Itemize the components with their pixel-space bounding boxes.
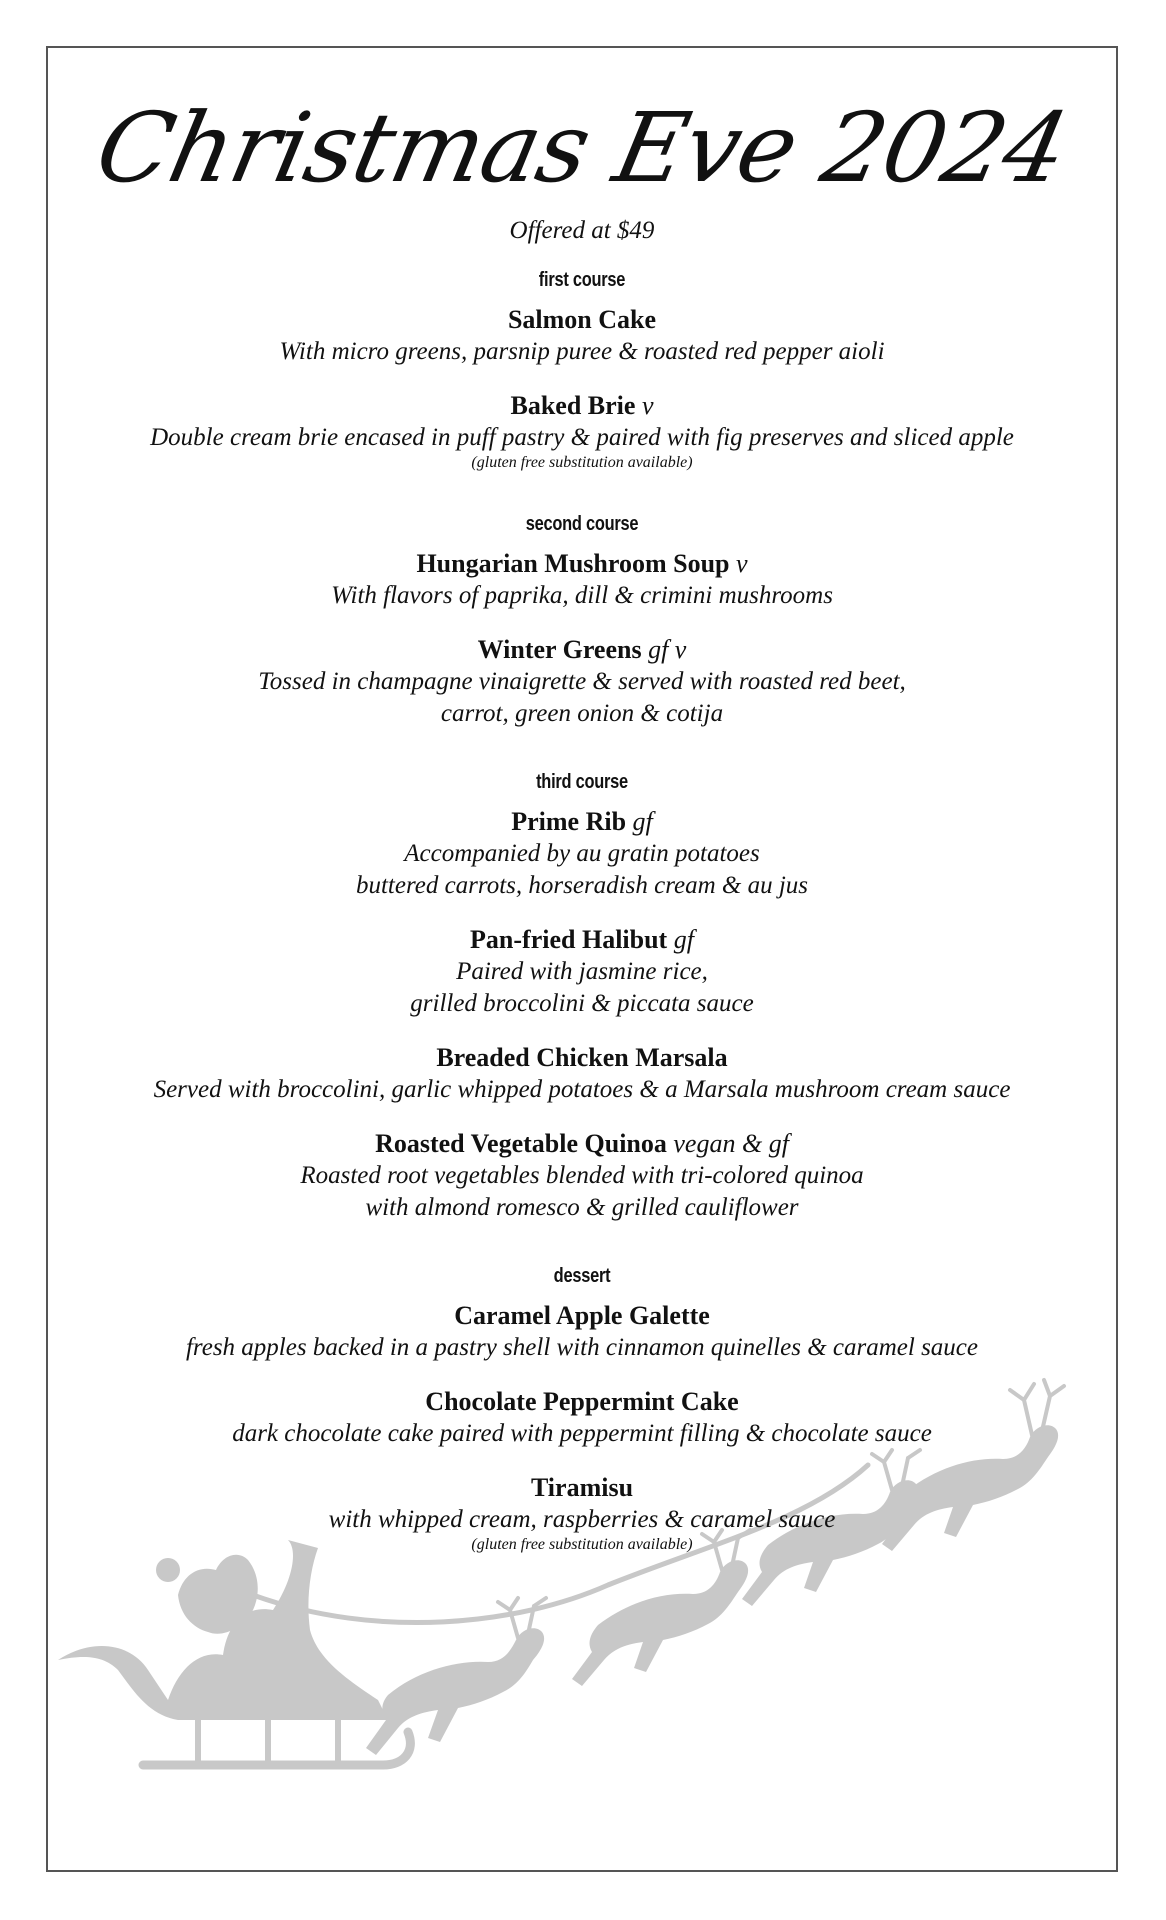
item-description: With micro greens, parsnip puree & roasted red pepper aioli	[279, 338, 885, 365]
item-description: Tossed in champagne vinaigrette & served with roasted red beet,	[258, 668, 906, 695]
item-name: Tiramisu	[530, 1473, 634, 1502]
course-heading: first course	[538, 269, 626, 291]
item-description: Roasted root vegetables blended with tri-colored quinoa	[300, 1162, 864, 1189]
dietary-tag: v	[641, 391, 654, 420]
item-description: Accompanied by au gratin potatoes	[404, 840, 760, 867]
menu-item	[48, 304, 1116, 368]
item-name: Salmon Cake	[507, 305, 657, 334]
dietary-tag: vegan & gf	[673, 1129, 789, 1158]
dietary-tag: gf v	[648, 635, 687, 664]
item-description: with whipped cream, raspberries & caramel sauce	[328, 1506, 836, 1533]
course-heading: second course	[525, 513, 639, 535]
item-name: Winter Greens gf v	[477, 635, 687, 664]
menu-item	[48, 1042, 1116, 1106]
menu-item	[48, 634, 1116, 730]
menu-item	[48, 1472, 1116, 1554]
item-note: (gluten free substitution available)	[471, 454, 693, 471]
item-name: Caramel Apple Galette	[454, 1301, 710, 1330]
item-name: Chocolate Peppermint Cake	[425, 1387, 739, 1416]
item-description: dark chocolate cake paired with peppermint filling & chocolate sauce	[232, 1420, 932, 1447]
menu-item	[48, 1386, 1116, 1450]
dietary-tag: gf	[632, 807, 653, 836]
menu-item	[48, 390, 1116, 472]
menu-item	[48, 924, 1116, 1020]
course-heading: dessert	[553, 1265, 611, 1287]
item-description: Double cream brie encased in puff pastry & paired with fig preserves and sliced apple	[150, 424, 1014, 451]
menu-title: Christmas Eve 2024	[87, 92, 1077, 204]
menu-item	[48, 1300, 1116, 1364]
item-name: Roasted Vegetable Quinoa vegan & gf	[375, 1129, 789, 1158]
item-description: Served with broccolini, garlic whipped potatoes & a Marsala mushroom cream sauce	[153, 1076, 1011, 1103]
item-note: (gluten free substitution available)	[471, 1536, 693, 1553]
item-description: with almond romesco & grilled cauliflower	[365, 1194, 799, 1221]
item-description: grilled broccolini & piccata sauce	[410, 990, 754, 1017]
item-description: buttered carrots, horseradish cream & au jus	[355, 872, 809, 899]
item-name: Hungarian Mushroom Soup v	[416, 549, 748, 578]
item-description: Paired with jasmine rice,	[456, 958, 708, 985]
menu-content	[48, 48, 1116, 1554]
menu-price: Offered at $49	[509, 217, 655, 244]
item-name: Prime Rib gf	[511, 807, 653, 836]
menu-item	[48, 806, 1116, 902]
item-description: fresh apples backed in a pastry shell with cinnamon quinelles & caramel sauce	[185, 1334, 978, 1361]
item-description: With flavors of paprika, dill & crimini mushrooms	[331, 582, 833, 609]
menu-item	[48, 1128, 1116, 1224]
item-description: carrot, green onion & cotija	[440, 700, 724, 727]
course-heading: third course	[536, 771, 628, 793]
item-name: Breaded Chicken Marsala	[436, 1043, 728, 1072]
dietary-tag: gf	[673, 925, 694, 954]
menu-item	[48, 548, 1116, 612]
item-name: Baked Brie v	[510, 391, 654, 420]
item-name: Pan-fried Halibut gf	[470, 925, 694, 954]
dietary-tag: v	[736, 549, 748, 578]
